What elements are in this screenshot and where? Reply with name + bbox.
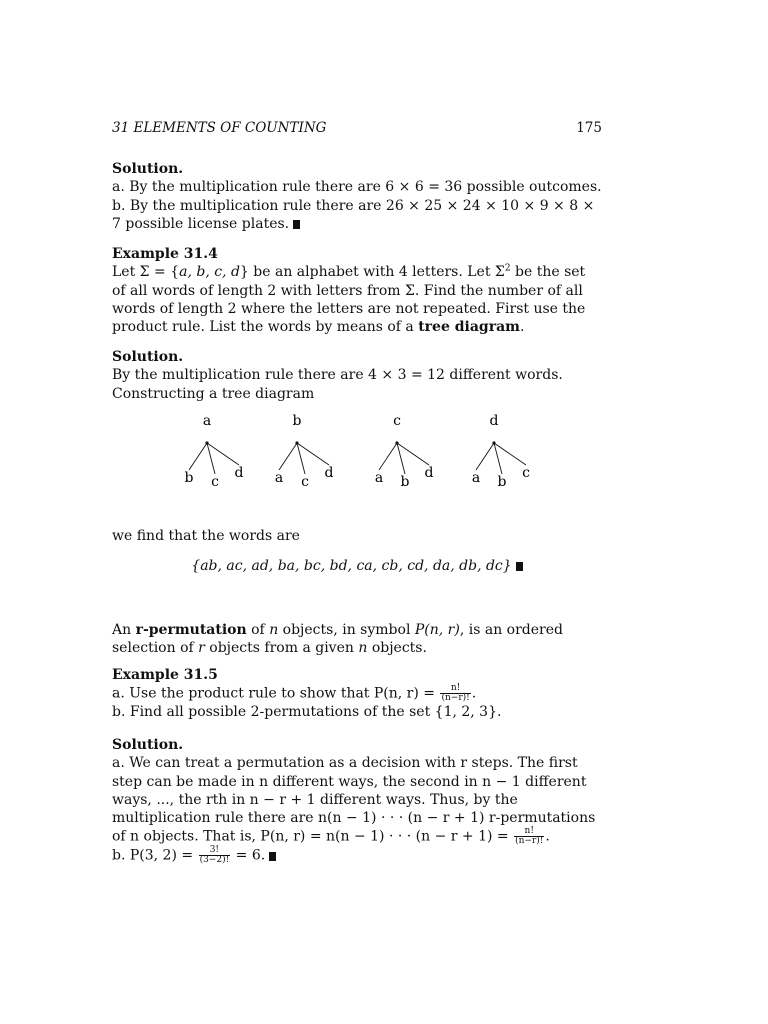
superscript: 2: [504, 263, 511, 274]
tree-root-label: c: [393, 413, 401, 429]
fraction-denominator: (n−r)!: [441, 693, 470, 704]
example-heading: Example 31.5: [112, 667, 218, 683]
example-text: [112, 263, 602, 336]
solution-text: By the multiplication rule there are 4 × 3 = 12 different words. Constructing a tree diagram: [112, 367, 563, 402]
tree-a: [185, 413, 244, 490]
words-intro: we find that the words are: [112, 528, 300, 544]
fraction-numerator: n!: [514, 827, 544, 837]
fraction: [440, 684, 470, 703]
tree-leaf-label: b: [184, 470, 194, 486]
def-var: n: [358, 640, 368, 657]
solution-para-a-text: a. We can treat a permutation as a decision with r steps. The first step can be made in n different ways, the second in n − 1 different ways, ..., the rth in n − r + 1 different ways. Thus, by the multiplication rule there are n(n − 1) · · · (n − r + 1) r-permutations of n objects. That is, P(n, r) = n(n − 1) · · · (n − r + 1) =: [112, 755, 596, 845]
tree-leaf-label: d: [234, 465, 244, 481]
tree-leaf-label: a: [471, 470, 481, 486]
def-text: objects.: [367, 640, 427, 657]
qed-symbol: [269, 852, 276, 861]
solution-line-b: [112, 846, 602, 865]
example-text-part: .: [519, 319, 525, 336]
def-term: r-permutation: [135, 622, 247, 638]
tree-diagram: [172, 405, 612, 505]
def-symbol: P(n, r): [414, 622, 460, 638]
fraction: [199, 846, 231, 865]
def-var: r: [198, 640, 205, 657]
tree-edge: [476, 443, 494, 470]
tree-leaf-label: b: [497, 474, 507, 490]
fraction-denominator: (n−r)!: [515, 836, 544, 847]
example-31-4: [112, 245, 602, 336]
tree-root-label: b: [292, 413, 302, 429]
solution-2: [112, 348, 602, 403]
tree-leaf-label: c: [211, 474, 219, 490]
solution-line-b-text: b. By the multiplication rule there are 26 × 25 × 24 × 10 × 9 × 8 × 7 possible license plates.: [112, 197, 595, 232]
tree-leaf-label: d: [324, 465, 334, 481]
page-number: 175: [576, 120, 602, 136]
running-head: [112, 120, 602, 136]
tree-edge: [379, 443, 397, 470]
example-text-part: Let Σ = {: [112, 264, 180, 281]
solution-3: [112, 736, 602, 865]
example-text-part: be the set of all words of length 2 with letters from Σ. Find the number of all words of length 2 where the letters are not repeated. First use the product rule. List the words by means of a: [112, 264, 586, 336]
tree-leaf-label: a: [274, 470, 284, 486]
solution-line-b-end: = 6.: [235, 847, 266, 864]
tree-edge: [279, 443, 297, 470]
example-line-a-end: .: [471, 685, 477, 702]
def-text: An: [112, 622, 136, 638]
def-var: n: [269, 622, 279, 638]
example-text-part: } be an alphabet with 4 letters. Let Σ: [239, 264, 505, 281]
def-text: objects, in symbol: [278, 622, 415, 638]
fraction-numerator: 3!: [199, 846, 231, 856]
tree-b: [275, 413, 334, 490]
tree-leaf-label: b: [400, 474, 410, 490]
fraction: [514, 827, 544, 846]
def-text: objects from a given: [204, 640, 359, 657]
def-text: , is an ordered selection of: [112, 622, 563, 657]
words-set: [112, 557, 602, 575]
tree-root-label: d: [489, 413, 499, 429]
example-31-5: [112, 666, 602, 722]
solution-para-a: [112, 754, 602, 846]
example-line-a-text: a. Use the product rule to show that P(n, r) =: [112, 685, 436, 702]
example-line-b: b. Find all possible 2-permutations of the set {1, 2, 3}.: [112, 704, 502, 721]
solution-1: [112, 160, 602, 233]
alphabet-letters: a, b, c, d: [179, 264, 240, 281]
chapter-title: 31 ELEMENTS OF COUNTING: [112, 120, 327, 136]
solution-heading: Solution.: [112, 349, 184, 365]
qed-symbol: [293, 220, 300, 229]
fraction-numerator: n!: [440, 684, 470, 694]
solution-line-b: [112, 197, 602, 234]
tree-leaf-label: d: [424, 465, 434, 481]
tree-root-label: a: [202, 413, 212, 429]
solution-line-a: a. By the multiplication rule there are 6 × 6 = 36 possible outcomes.: [112, 179, 602, 196]
r-permutation-definition: [112, 621, 602, 658]
example-line-a: [112, 684, 602, 703]
tree-leaf-label: a: [374, 470, 384, 486]
words-set-text: {ab, ac, ad, ba, bc, bd, ca, cb, cd, da, db, dc}: [191, 558, 512, 574]
tree-edge: [189, 443, 207, 470]
solution-heading: Solution.: [112, 161, 184, 177]
solution-para-a-end: .: [545, 828, 550, 845]
tree-diagram-term: tree diagram: [418, 319, 520, 336]
tree-c: [375, 413, 434, 490]
qed-symbol: [516, 562, 523, 571]
tree-d: [472, 413, 530, 490]
example-heading: Example 31.4: [112, 246, 218, 262]
def-text: of: [246, 622, 270, 638]
tree-leaf-label: c: [301, 474, 309, 490]
tree-leaf-label: c: [522, 465, 530, 481]
solution-heading: Solution.: [112, 737, 184, 753]
fraction-denominator: (3−2)!: [199, 855, 230, 866]
solution-line-b-text: b. P(3, 2) =: [112, 847, 194, 864]
